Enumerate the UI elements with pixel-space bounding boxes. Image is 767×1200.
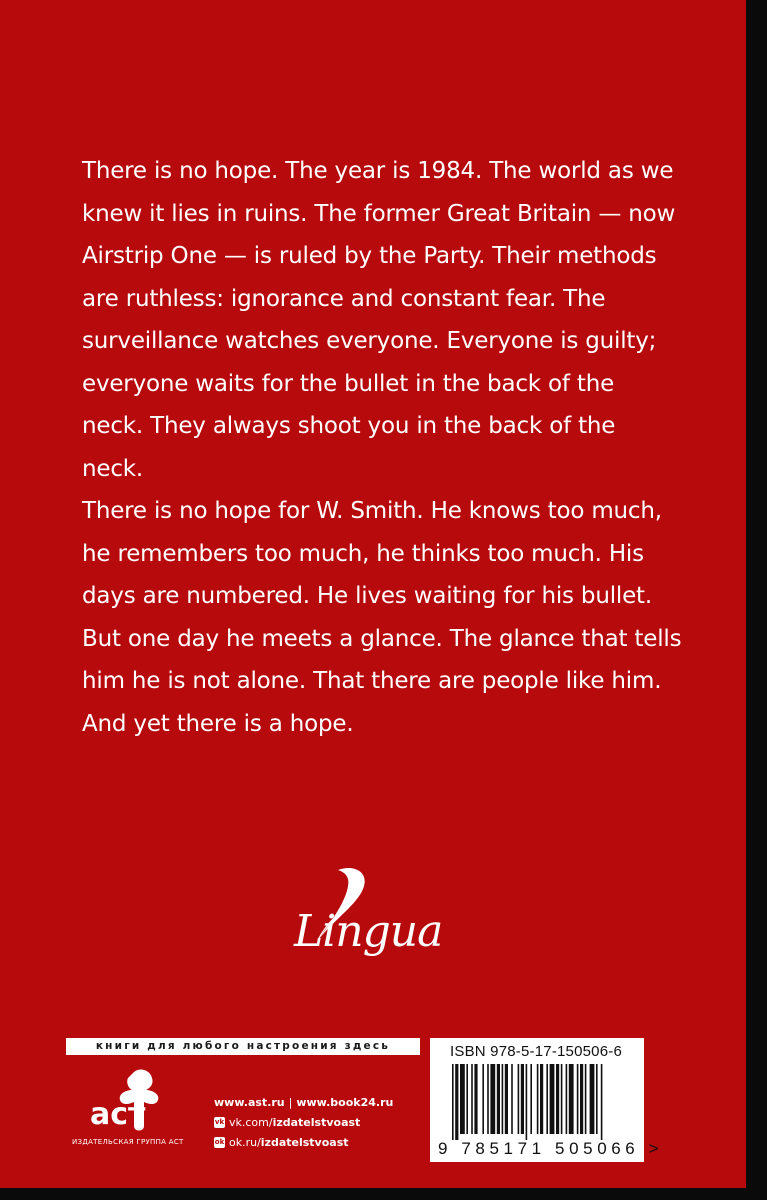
ast-logo-icon [82,1068,172,1138]
blurb-line: neck. They always shoot you in the back of the [82,413,616,439]
publisher-links [214,1092,393,1152]
website-row [214,1092,393,1112]
blurb-line: But one day he meets a glance. The glance that tells [82,625,682,652]
barcode-bar [596,1064,598,1134]
lingua-logo-text: Lingua [294,906,443,957]
barcode-bar [550,1064,555,1134]
blurb-line: he remembers too much, he thinks too much. His [82,540,644,567]
blurb-line: are ruthless: ignorance and constant fear. The [82,285,606,312]
barcode-bar [505,1064,508,1134]
blurb-line: Airstrip One — is ruled by the Party. Their methods [82,243,657,269]
website-link-book24[interactable]: www.book24.ru [296,1095,394,1109]
barcode-bar [455,1064,458,1140]
blurb-text [82,150,722,745]
website-link-ast[interactable]: www.ast.ru [214,1095,285,1109]
barcode-bar [526,1064,528,1140]
barcode-bar [566,1064,568,1134]
barcode-bar [460,1064,465,1134]
blurb-line: And yet there is a hope. [82,710,354,737]
barcode-bar [537,1064,539,1134]
barcode-digits: 9 785171 505066 > [438,1139,664,1158]
blurb-line: neck. [82,455,144,482]
barcode-bar [561,1064,563,1134]
barcode-icon [430,1064,644,1140]
ast-logo-text: аст [90,1097,146,1132]
barcode-bar [569,1064,574,1134]
odnoklassniki-icon: ok [214,1137,225,1146]
blurb-line: him he is not alone. That there are people like him. [82,668,662,694]
barcode-bar [590,1064,595,1134]
ok-row[interactable] [214,1132,393,1152]
barcode-bar [585,1064,587,1134]
barcode-bar [521,1064,524,1134]
isbn-label: ISBN 978-5-17-150506-6 [450,1043,623,1060]
blurb-line: surveillance watches everyone. Everyone is guilty; [82,328,657,354]
barcode-bar [546,1064,548,1134]
barcode-bar [490,1064,495,1134]
ok-link-prefix: ok.ru/ [229,1135,261,1149]
barcode-bar [497,1064,500,1134]
barcode-bar [474,1064,477,1134]
barcode-bar [487,1064,489,1134]
vk-icon: vk [214,1117,225,1126]
vk-row[interactable] [214,1112,393,1132]
barcode-bar [556,1064,559,1134]
link-separator: | [288,1095,293,1109]
blurb-line: There is no hope. The year is 1984. The world as we [82,158,674,184]
barcode-bar [511,1064,513,1134]
blurb-line: There is no hope for W. Smith. He knows too much, [82,498,662,524]
blurb-line: days are numbered. He lives waiting for his bullet. [82,583,652,609]
tagline-banner: книги для любого настроения здесь [66,1038,420,1055]
barcode-bar [580,1064,583,1134]
barcode-bar [530,1064,532,1134]
isbn-barcode-box [430,1038,664,1162]
barcode-bar [482,1064,484,1134]
blurb-line: everyone waits for the bullet in the back of the [82,370,615,397]
ok-link-handle: izdatelstvoast [260,1135,349,1149]
barcode-bar [577,1064,579,1134]
barcode-bar [540,1064,543,1134]
barcode-bar [502,1064,504,1134]
barcode-bar [601,1064,603,1140]
barcode-bar [466,1064,468,1134]
publisher-caption: ИЗДАТЕЛЬСКАЯ ГРУППА АСТ [72,1138,184,1146]
vk-link-handle: izdatelstvoast [272,1115,361,1129]
vk-link-prefix: vk.com/ [229,1115,273,1129]
barcode-bar [471,1064,473,1134]
lingua-logo [276,862,446,972]
barcode-bar [452,1064,454,1140]
barcode-bar [518,1064,520,1134]
blurb-line: knew it lies in ruins. The former Great Britain — now [82,200,676,227]
